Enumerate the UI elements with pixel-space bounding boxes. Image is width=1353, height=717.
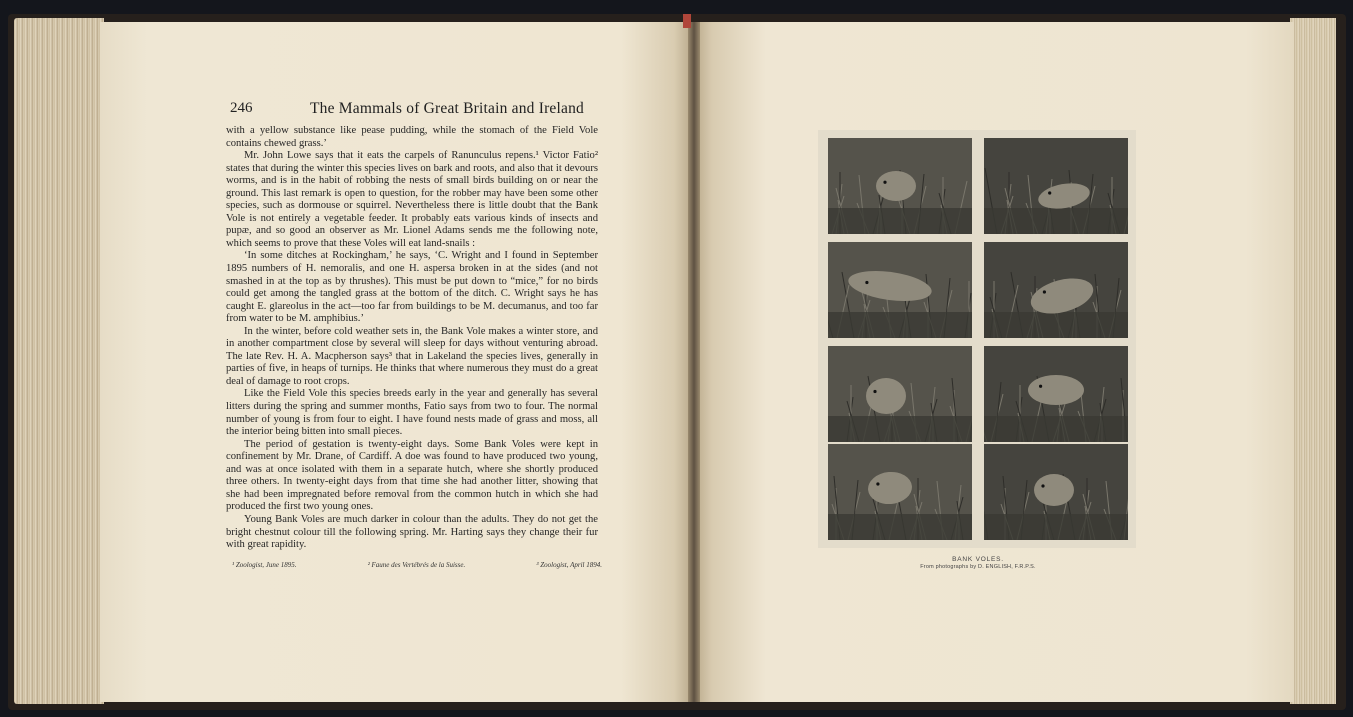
paragraph: Like the Field Vole this species breeds early in the year and generally has several litters during the spring and summer months, Fatio says from two to four. The normal number of young is from four to eight. I have found nests made of grass and moss, all the interior being bitten into small pieces. xyxy=(226,388,598,438)
vole-photo xyxy=(984,242,1128,338)
vole-figure xyxy=(1034,474,1074,506)
footnote: ² Faune des Vertébrés de la Suisse. xyxy=(367,561,466,569)
book-gutter xyxy=(688,22,700,702)
running-head: The Mammals of Great Britain and Ireland xyxy=(310,100,584,117)
right-page-edges xyxy=(1290,18,1336,704)
plate-caption xyxy=(820,556,1136,570)
vole-photo xyxy=(828,242,972,338)
bookmark-ribbon xyxy=(683,14,691,28)
vole-photo xyxy=(984,138,1128,234)
left-page-edges xyxy=(14,18,104,704)
paragraph: ‘In some ditches at Rockingham,’ he says, ‘C. Wright and I found in September 1895 numbers of H. nemoralis, and one H. aspersa broken in at the sides (and not smashed in at the top as by thrushes). This must be put down to “mice,” for no birds could get among the tangled grass at the bottom of the ditch. C. Wright says he has caught E. glareolus in the act—too far from buildings to be M. decumanus, and too far from water to be M. amphibius.’ xyxy=(226,250,598,325)
footnote: ³ Zoologist, April 1894. xyxy=(536,561,602,569)
vole-photo xyxy=(984,444,1128,540)
footnote: ¹ Zoologist, June 1895. xyxy=(232,561,297,569)
paragraph: The period of gestation is twenty-eight days. Some Bank Voles were kept in confinement by Mr. Drane, of Cardiff. A doe was found to have produced two young, and was at once isolated with them in a separate hutch, where she shortly produced three others. In twenty-eight days from that time she had another litter, showing that she had been impregnated before removal from the common hutch in which she had produced the first two young ones. xyxy=(226,438,598,513)
vole-photo xyxy=(828,444,972,540)
vole-figure xyxy=(1028,375,1084,405)
vole-photo xyxy=(984,346,1128,442)
paragraph: with a yellow substance like pease pudding, while the stomach of the Field Vole contains chewed grass.’ xyxy=(226,125,598,149)
vole-figure xyxy=(866,378,906,414)
vole-photo xyxy=(828,346,972,442)
page-number: 246 xyxy=(230,100,253,116)
plate-title: BANK VOLES. xyxy=(952,556,1004,563)
paragraph: Mr. John Lowe says that it eats the carpels of Ranunculus repens.¹ Victor Fatio² states that during the winter this species lives on bark and roots, and also that it devours worms, and is in the habit of robbing the nests of small birds building on or near the ground. This last remark is open to question, for the robber may have been some other species, such as dormouse or squirrel. Nevertheless there is little doubt that the Bank Vole is not entirely a vegetable feeder. It probably eats various kinds of insects and pupæ, and so good an observer as Mr. Lionel Adams sends me the following note, which seems to prove that these Voles will eat land-snails : xyxy=(226,150,598,249)
paragraph: In the winter, before cold weather sets in, the Bank Vole makes a winter store, and in another compartment close by several will sleep for days without venturing abroad. The late Rev. H. A. Macpherson says³ that in Lakeland the species lives, generally in parties of five, in heaps of turnips. He thinks that where numerous they must do a great deal of damage to root crops. xyxy=(226,325,598,387)
paragraph: Young Bank Voles are much darker in colour than the adults. They do not get the bright chestnut colour till the following spring. Mr. Harting says they change their fur with great rapidity. xyxy=(226,513,598,551)
vole-photo xyxy=(828,138,972,234)
plate-credit: From photographs by D. ENGLISH, F.R.P.S. xyxy=(920,564,1036,570)
footnotes xyxy=(232,561,602,569)
vole-figure xyxy=(876,171,916,201)
body-text xyxy=(226,125,598,552)
